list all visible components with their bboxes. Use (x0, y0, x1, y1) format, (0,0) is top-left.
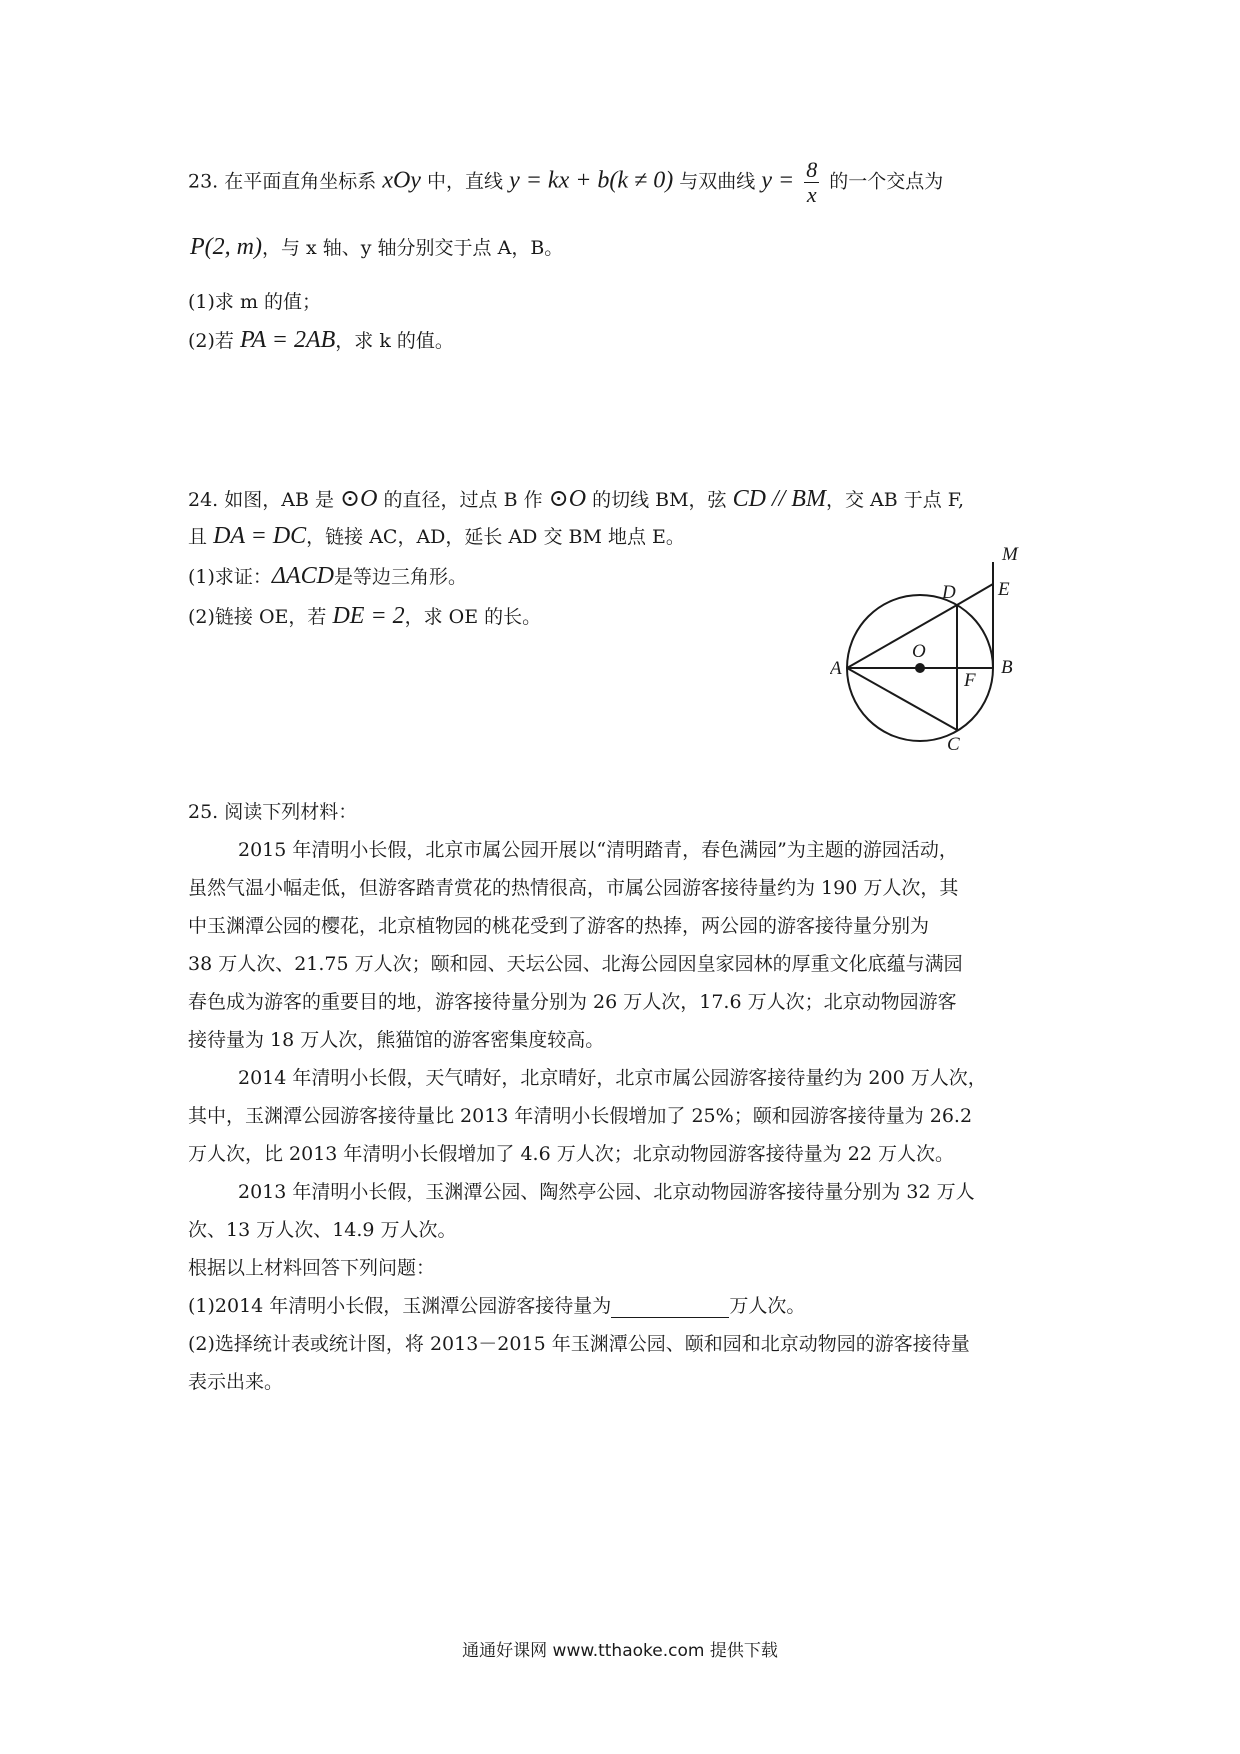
label-a: A (830, 658, 842, 679)
q23-sub2 (188, 328, 454, 353)
q24-geometry-figure (830, 540, 1020, 755)
q25-sub1-text: (1)2014 年清明小长假，玉渊潭公园游客接待量为 (188, 1295, 612, 1317)
q25-p3-line: 次、13 万人次、14.9 万人次。 (188, 1219, 457, 1241)
q25-p1-line: 接待量为 18 万人次，熊猫馆的游客密集度较高。 (188, 1029, 605, 1051)
center-point-o (915, 663, 925, 673)
q24-text: ，交 AB 于点 F, (825, 489, 965, 511)
q24-math-circle: ⊙O (340, 486, 378, 512)
q24-text: 的直径，过点 B 作 (377, 489, 549, 511)
q24-math-cdbm: CD // BM (732, 486, 826, 512)
q23-text: (2)若 (188, 330, 234, 352)
label-f: F (964, 670, 976, 691)
q24-text: 的切线 BM，弦 (586, 489, 727, 511)
chord-ad (847, 605, 957, 668)
q23-math-pa: PA = 2AB (239, 327, 336, 353)
q25-sub2-line: (2)选择统计表或统计图，将 2013－2015 年玉渊潭公园、颐和园和北京动物园的游客接待量 (188, 1333, 970, 1355)
q23-math-line: y = kx + b(k ≠ 0) (509, 167, 674, 194)
q23-text: ，与 x 轴、y 轴分别交于点 A，B。 (261, 237, 564, 259)
footer-source: 通通好课网 www.tthaoke.com 提供下载 (462, 1641, 778, 1661)
q25-p2-line: 2014 年清明小长假，天气晴好，北京晴好，北京市属公园游客接待量约为 200 万人次， (238, 1067, 987, 1089)
q23-sub1 (188, 290, 321, 314)
q25-p1-line: 38 万人次、21.75 万人次；颐和园、天坛公园、北海公园因皇家园林的厚重文化底蕴与满园 (188, 953, 963, 975)
q25-p2-line: 万人次，比 2013 年清明小长假增加了 4.6 万人次；北京动物园游客接待量为 22 万人次。 (188, 1143, 954, 1165)
q23-line-1 (188, 158, 943, 207)
q24-text: 且 (188, 526, 208, 548)
q25-p1-line: 中玉渊潭公园的樱花，北京植物园的桃花受到了游客的热捧，两公园的游客接待量分别为 (188, 915, 930, 937)
q24-math-circle: ⊙O (548, 486, 587, 512)
q23-fraction (804, 158, 819, 207)
q25-title-text: 25. 阅读下列材料： (188, 801, 358, 823)
q23-text: 中，直线 (427, 170, 504, 193)
q23-math-xoy: xOy (382, 167, 421, 194)
q24-text: ，求 OE 的长。 (404, 606, 542, 628)
fraction-numerator: 8 (806, 157, 818, 182)
q24-math-de: DE = 2 (332, 603, 405, 629)
q23-line-2 (190, 235, 563, 260)
label-o: O (912, 641, 926, 662)
q24-line-2 (188, 524, 685, 549)
q25-p1-line: 春色成为游客的重要目的地，游客接待量分别为 26 万人次，17.6 万人次；北京动物园游客 (188, 991, 957, 1013)
q23-text: 的一个交点为 (829, 170, 944, 193)
q25-sub1-unit: 万人次。 (729, 1295, 806, 1317)
q23-text: 23. 在平面直角坐标系 (188, 170, 377, 193)
q25-sub1 (188, 1294, 805, 1318)
segment-de (957, 584, 993, 605)
q24-sub1 (188, 564, 467, 589)
q23-math-point: P(2, m) (190, 234, 262, 260)
q25-p2-line: 其中，玉渊潭公园游客接待量比 2013 年清明小长假增加了 25%；颐和园游客接待量为 26.2 (188, 1105, 973, 1127)
label-b: B (1001, 657, 1013, 678)
q24-sub2 (188, 604, 541, 629)
q25-prompt: 根据以上材料回答下列问题： (188, 1257, 436, 1279)
q23-math-yeq: y = (761, 167, 795, 194)
fraction-denominator: x (806, 182, 817, 207)
q24-math-triangle: ΔACD (271, 563, 335, 589)
q24-text: 24. 如图，AB 是 (188, 489, 341, 511)
q25-sub2-line: 表示出来。 (188, 1371, 284, 1393)
q23-text: 与双曲线 (679, 170, 756, 193)
q23-sub1-text: (1)求 m 的值； (188, 291, 322, 313)
q23-text: ，求 k 的值。 (335, 330, 454, 352)
q24-text: ，链接 AC，AD，延长 AD 交 BM 地点 E。 (306, 526, 685, 548)
q24-math-dadc: DA = DC (213, 523, 307, 549)
label-m: M (1002, 544, 1018, 565)
q24-text: 是等边三角形。 (334, 566, 468, 588)
label-c: C (947, 734, 960, 755)
q24-text: (1)求证： (188, 566, 272, 588)
q25-title (188, 800, 357, 824)
q24-line-1 (188, 487, 964, 512)
q25-p3-line: 2013 年清明小长假，玉渊潭公园、陶然亭公园、北京动物园游客接待量分别为 32 万人 (238, 1181, 975, 1203)
answer-blank[interactable] (611, 1297, 729, 1318)
q24-text: (2)链接 OE，若 (188, 606, 327, 628)
label-e: E (998, 579, 1010, 600)
label-d: D (942, 582, 956, 603)
q25-p1-line: 2015 年清明小长假，北京市属公园开展以“清明踏青，春色满园”为主题的游园活动， (238, 839, 958, 861)
q25-p1-line: 虽然气温小幅走低，但游客踏青赏花的热情很高，市属公园游客接待量约为 190 万人次，其 (188, 877, 959, 899)
chord-ac (847, 668, 957, 730)
